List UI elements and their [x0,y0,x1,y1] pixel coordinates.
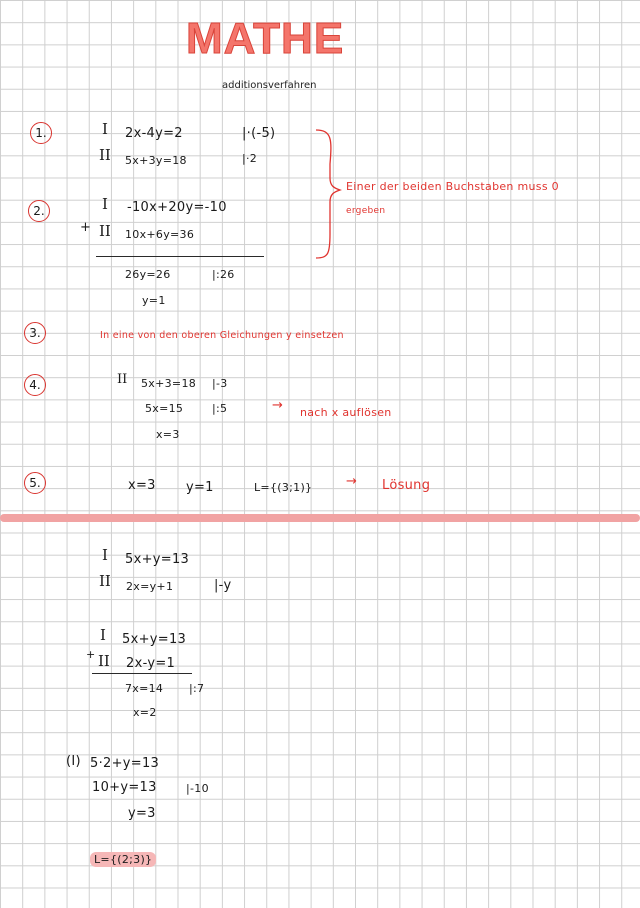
ex2-eq2-op: |-y [214,578,232,593]
step-5-arrow: → [346,474,358,489]
roman-II: II [99,146,111,164]
roman-II: II [99,222,111,240]
note-1-line-1: Einer der beiden Buchstaben muss 0 [346,180,559,193]
page-title: MATHE [186,14,345,63]
step-2-eq2: 10x+6y=36 [125,228,195,241]
ex2-x: x=2 [133,706,157,719]
sum-line [96,256,264,257]
step-4-arrow: → [272,398,284,413]
step-5-marker [24,472,46,494]
step-1-eq1: 2x-4y=2 [125,126,183,141]
ex2-eq2: 2x=y+1 [126,580,174,593]
ex2-sum: 7x=14 [125,682,164,695]
step-5-y: y=1 [186,480,214,495]
ex2-sub2: 10+y=13 [92,780,157,795]
step-4-number: 4. [29,378,41,392]
step-5-label: Lösung [382,478,431,493]
roman-I: I [100,626,106,644]
step-2-result-op: |:26 [212,268,235,281]
ex2-eq3: 5x+y=13 [122,632,187,647]
step-1-eq2-op: |·2 [242,152,258,165]
roman-I: I [102,120,108,138]
step-4-marker [24,374,46,396]
step-5-x: x=3 [128,478,156,493]
step-4-eq1-op: |-3 [212,377,228,390]
ex2-sub-label: (I) [66,754,81,769]
step-4-eq2: 5x=15 [145,402,184,415]
step-4-eq2-op: |:5 [212,402,228,415]
ex2-eq4: 2x-y=1 [126,656,176,671]
curly-brace [312,124,342,264]
step-1-eq1-op: |·(-5) [242,126,276,141]
ex2-sub1: 5·2+y=13 [90,756,160,771]
step-1-marker [30,122,52,144]
step-4-x: x=3 [156,428,180,441]
step-2-y: y=1 [142,294,166,307]
plus-sign: + [80,220,92,235]
step-1-number: 1. [35,126,47,140]
roman-II: II [98,652,110,670]
step-2-marker [28,200,50,222]
step-3-text: In eine von den oberen Gleichungen y einsetzen [100,330,344,341]
roman-II: II [117,372,128,387]
step-4-note: nach x auflösen [300,406,392,419]
step-4-eq1: 5x+3=18 [141,377,197,390]
step-3-marker [24,322,46,344]
ex2-sub2-op: |-10 [186,782,209,795]
step-2-eq1: -10x+20y=-10 [127,200,227,215]
step-5-solution-set: L={(3;1)} [254,481,313,494]
ex2-sum-op: |:7 [189,682,205,695]
sum-line [92,673,192,674]
ex2-solution: L={(2;3)} [90,852,156,867]
step-3-number: 3. [29,326,41,340]
section-divider [0,514,640,522]
page-subtitle: additionsverfahren [222,80,317,91]
ex2-y: y=3 [128,806,156,821]
ex2-eq1: 5x+y=13 [125,552,190,567]
step-5-number: 5. [29,476,41,490]
note-1-line-2: ergeben [346,206,386,216]
roman-I: I [102,546,108,564]
step-1-eq2: 5x+3y=18 [125,154,187,167]
step-2-result: 26y=26 [125,268,171,281]
step-2-number: 2. [33,204,45,218]
plus-sign: + [86,648,96,661]
roman-I: I [102,195,108,213]
roman-II: II [99,572,111,590]
